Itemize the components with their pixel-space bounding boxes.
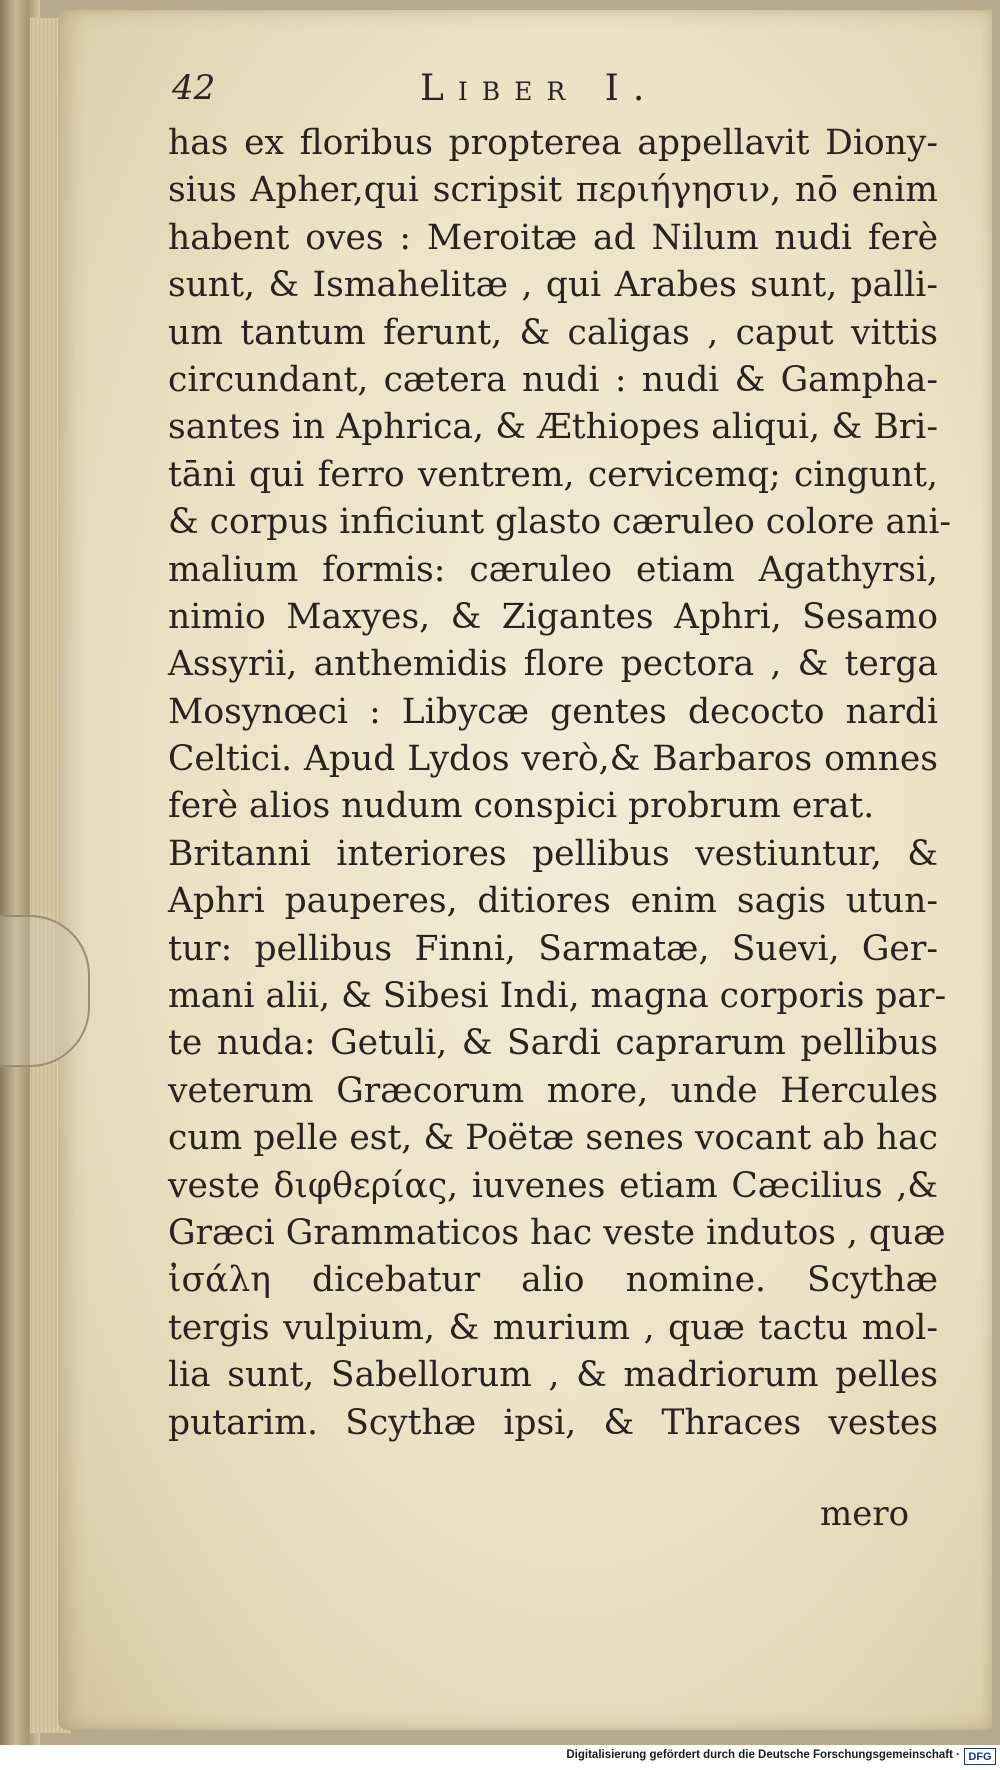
text-line: habent oves : Meroitæ ad Nilum nudi ferè [168,217,938,258]
text-line: putarim. Scythæ ipsi, & Thraces vestes [168,1402,938,1443]
dfg-logo-icon: DFG [964,1748,996,1765]
text-line: circundant, cætera nudi : nudi & Gampha- [168,359,938,400]
page-header [172,68,952,118]
page-number: 42 [172,68,216,108]
text-line: lia sunt, Sabellorum , & madriorum pelles [168,1355,938,1396]
running-head: Liber I. [420,68,659,109]
text-line: nimio Maxyes, & Zigantes Aphri, Sesamo [168,596,938,637]
text-line: cum pelle est, & Poëtæ senes vocant ab hac [168,1118,938,1159]
page-tab-marker [0,915,90,1067]
text-line: te nuda: Getuli, & Sardi caprarum pellibus [168,1023,938,1064]
digitization-footer [0,1745,1000,1770]
text-line: ἰσάλη dicebatur alio nomine. Scythæ [168,1260,938,1301]
text-line: tāni qui ferro ventrem, cervicemq; cingunt, [168,454,938,495]
text-line: sius Apher,qui scripsit περιήγησιν, nō enim [168,170,938,211]
text-line: sunt, & Ismahelitæ , qui Arabes sunt, palli- [168,265,938,306]
text-line: Britanni interiores pellibus vestiuntur, & [168,833,938,874]
body-text [168,120,952,1447]
text-line: santes in Aphrica, & Æthiopes aliqui, & Bri- [168,407,938,448]
catchword: mero [820,1494,910,1534]
text-line: veterum Græcorum more, unde Hercules [168,1070,938,1111]
text-line: & corpus inficiunt glasto cæruleo colore ani- [168,502,952,543]
text-line: mani alii, & Sibesi Indi, magna corporis par- [168,976,947,1017]
text-line: Mosynœci : Libycæ gentes decocto nardi [168,691,938,732]
text-line: Aphri pauperes, ditiores enim sagis utun- [168,881,938,922]
text-line: Celtici. Apud Lydos verò,& Barbaros omnes [168,739,938,780]
text-line: tergis vulpium, & murium , quæ tactu mol- [168,1307,938,1348]
text-line: Græci Grammaticos hac veste indutos , quæ [168,1212,946,1253]
text-line: tur: pellibus Finni, Sarmatæ, Suevi, Ger- [168,928,938,969]
funding-credit: Digitalisierung gefördert durch die Deutsche Forschungsgemeinschaft · [566,1749,960,1761]
text-line: veste διφθερίας, iuvenes etiam Cæcilius ,& [168,1165,938,1206]
text-line: Assyrii, anthemidis flore pectora , & terga [168,644,938,685]
text-line: ferè alios nudum conspici probrum erat. [168,786,875,827]
text-line: malium formis: cæruleo etiam Agathyrsi, [168,549,938,590]
text-line: um tantum ferunt, & caligas , caput vittis [168,312,938,353]
text-line: has ex floribus propterea appellavit Diony- [168,123,938,163]
